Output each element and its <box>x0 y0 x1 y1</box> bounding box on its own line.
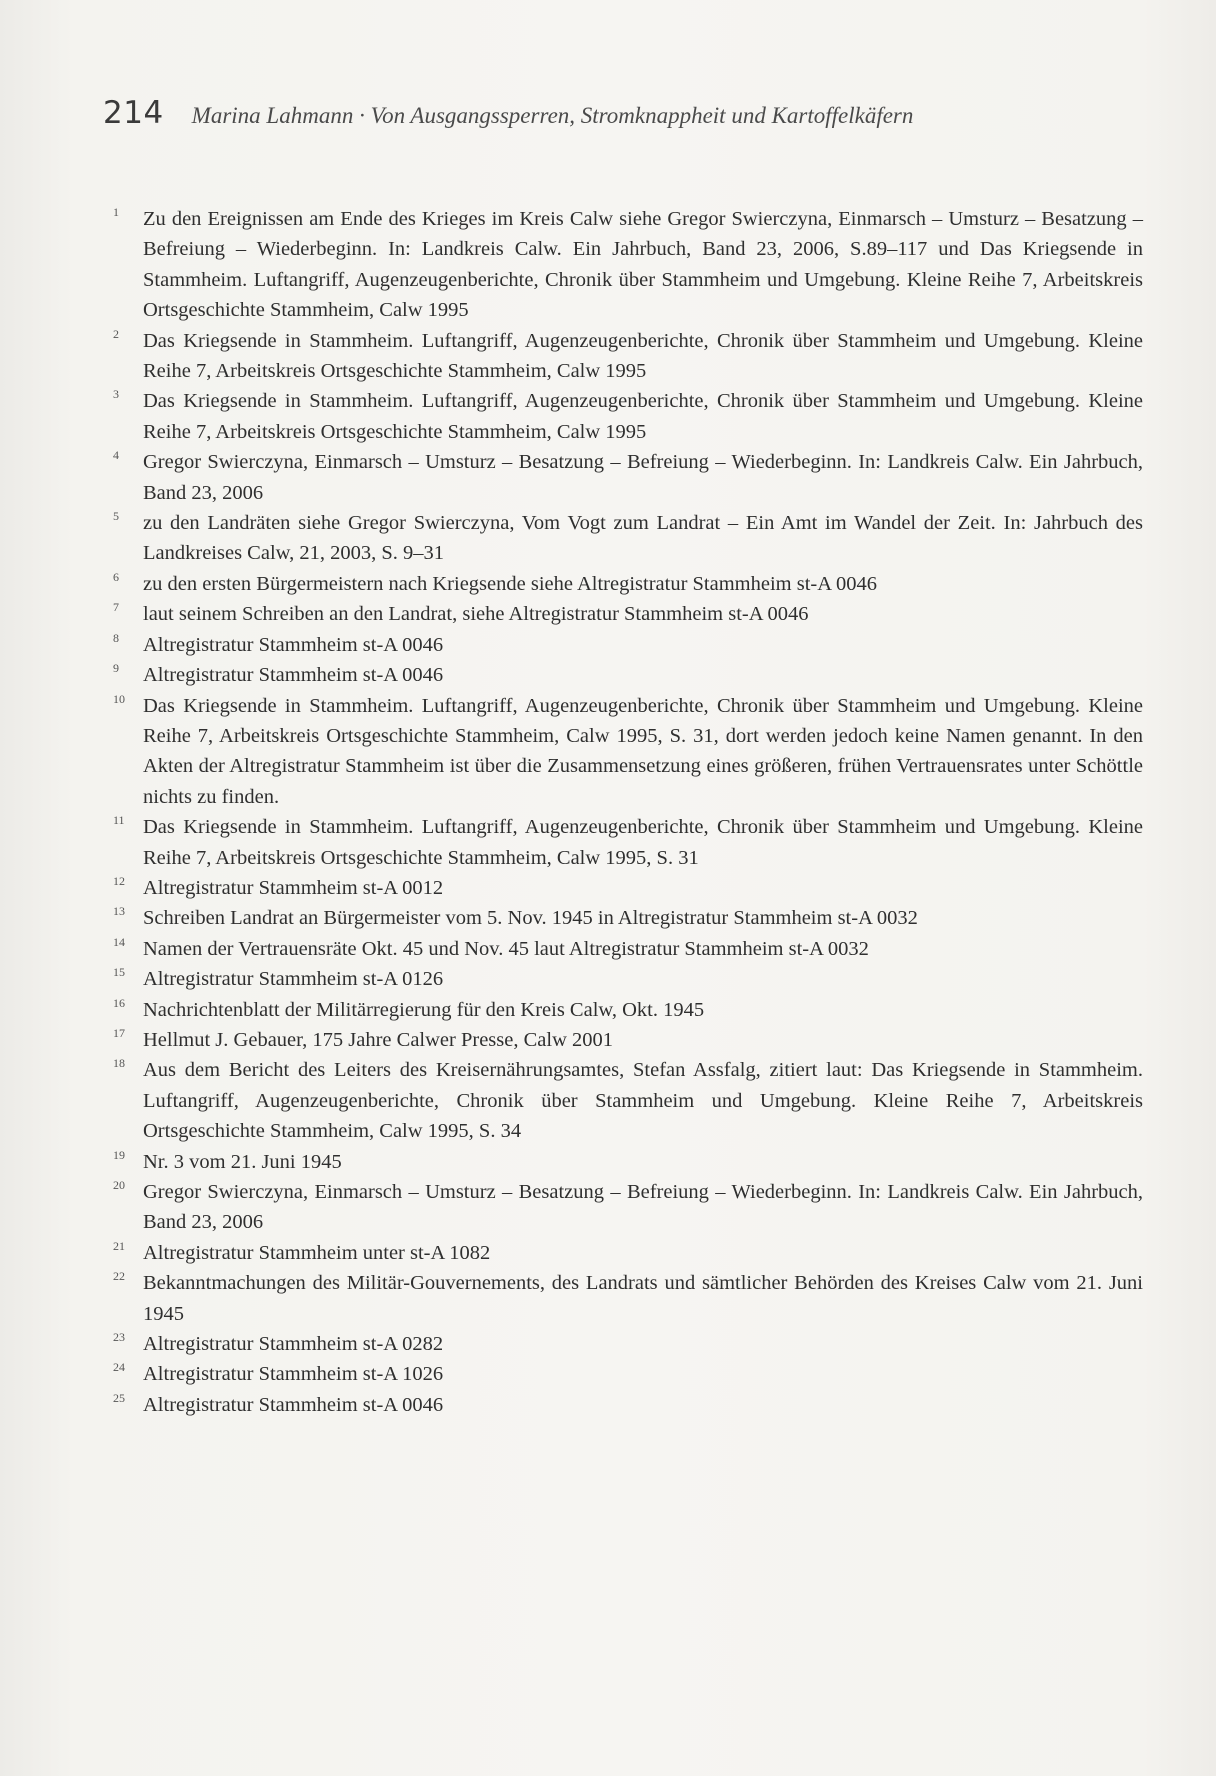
footnote-number: 14 <box>113 934 125 949</box>
footnote-text: Aus dem Bericht des Leiters des Kreisernährungsamtes, Stefan Assfalg, zitiert laut: Das Kriegsende in Stammheim. Luftangriff, Augenzeugenberichte, Chronik über Stammheim und Umgebung. Kleine Reihe 7, Arbeitskreis Ortsgeschichte Stammheim, Calw 1995, S. 34 <box>143 1059 1143 1143</box>
footnotes-list <box>113 204 1143 1420</box>
footnote-number: 13 <box>113 904 125 919</box>
footnote <box>113 1238 1143 1268</box>
footnote <box>113 995 1143 1025</box>
footnote-text: Gregor Swierczyna, Einmarsch – Umsturz – Besatzung – Befreiung – Wiederbeginn. In: Landkreis Calw. Ein Jahrbuch, Band 23, 2006 <box>143 451 1143 504</box>
footnote-number: 7 <box>113 600 119 615</box>
footnote <box>113 934 1143 964</box>
footnote-text: Altregistratur Stammheim st-A 0046 <box>143 1393 444 1416</box>
footnote-number: 10 <box>113 691 125 706</box>
footnote-text: Altregistratur Stammheim st-A 0126 <box>143 968 444 991</box>
footnote-text: laut seinem Schreiben an den Landrat, siehe Altregistratur Stammheim st-A 0046 <box>143 603 809 626</box>
footnote-text: Das Kriegsende in Stammheim. Luftangriff, Augenzeugenberichte, Chronik über Stammheim und Umgebung. Kleine Reihe 7, Arbeitskreis Ortsgeschichte Stammheim, Calw 1995, S. 31, dort werden jedoch keine Namen genannt. In den Akten der Altregistratur Stammheim ist über die Zusammensetzung eines größeren, frühen Vertrauensrates unter Schöttle nichts zu finden. <box>143 694 1143 808</box>
footnote-number: 3 <box>113 387 119 402</box>
footnote <box>113 1055 1143 1146</box>
running-title: Marina Lahmann · Von Ausgangssperren, Stromknappheit und Kartoffelkäfern <box>191 103 914 128</box>
footnote-number: 6 <box>113 569 119 584</box>
footnote-number: 24 <box>113 1360 125 1375</box>
footnote-number: 9 <box>113 661 119 676</box>
footnote <box>113 691 1143 813</box>
footnote-number: 16 <box>113 995 125 1010</box>
footnote <box>113 873 1143 903</box>
footnote-text: Hellmut J. Gebauer, 175 Jahre Calwer Presse, Calw 2001 <box>143 1028 613 1051</box>
footnote-text: Das Kriegsende in Stammheim. Luftangriff, Augenzeugenberichte, Chronik über Stammheim und Umgebung. Kleine Reihe 7, Arbeitskreis Ortsgeschichte Stammheim, Calw 1995 <box>143 390 1143 443</box>
footnote-text: Schreiben Landrat an Bürgermeister vom 5. Nov. 1945 in Altregistratur Stammheim st-A 0032 <box>143 907 918 930</box>
footnote-text: Nr. 3 vom 21. Juni 1945 <box>143 1150 342 1173</box>
footnote-number: 15 <box>113 965 125 980</box>
footnote-number: 5 <box>113 509 119 524</box>
footnote-number: 25 <box>113 1390 125 1405</box>
footnote <box>113 326 1143 387</box>
footnote <box>113 508 1143 569</box>
footnote <box>113 569 1143 599</box>
footnote-number: 23 <box>113 1330 125 1345</box>
footnote-number: 8 <box>113 630 119 645</box>
footnote-text: Nachrichtenblatt der Militärregierung für den Kreis Calw, Okt. 1945 <box>143 998 705 1021</box>
footnote-text: Das Kriegsende in Stammheim. Luftangriff, Augenzeugenberichte, Chronik über Stammheim und Umgebung. Kleine Reihe 7, Arbeitskreis Ortsgeschichte Stammheim, Calw 1995 <box>143 329 1143 383</box>
footnote-text: Altregistratur Stammheim st-A 0012 <box>143 876 444 899</box>
footnote <box>113 599 1143 629</box>
footnote-text: zu den ersten Bürgermeistern nach Kriegsende siehe Altregistratur Stammheim st-A 0046 <box>143 572 878 595</box>
footnote-number: 1 <box>113 205 119 219</box>
footnote-text: Gregor Swierczyna, Einmarsch – Umsturz – Besatzung – Befreiung – Wiederbeginn. In: Landkreis Calw. Ein Jahrbuch, Band 23, 2006 <box>143 1181 1143 1234</box>
footnote <box>113 660 1143 690</box>
footnote <box>113 447 1143 508</box>
footnote-text: Altregistratur Stammheim unter st-A 1082 <box>143 1241 491 1264</box>
footnote-text: Altregistratur Stammheim st-A 0046 <box>143 664 444 687</box>
footnote-number: 2 <box>113 326 119 341</box>
footnote-text: Das Kriegsende in Stammheim. Luftangriff, Augenzeugenberichte, Chronik über Stammheim und Umgebung. Kleine Reihe 7, Arbeitskreis Ortsgeschichte Stammheim, Calw 1995, S. 31 <box>143 816 1143 869</box>
footnote <box>113 204 1143 326</box>
footnote-text: Zu den Ereignissen am Ende des Krieges im Kreis Calw siehe Gregor Swierczyna, Einmarsch – Umsturz – Besatzung – Befreiung – Wiederbeginn. In: Landkreis Calw. Ein Jahrbuch, Band 23, 2006, S.89–117 und Das Kriegsende in Stammheim. Luftangriff, Augenzeugenberichte, Chronik über Stammheim und Umgebung. Kleine Reihe 7, Arbeitskreis Ortsgeschichte Stammheim, Calw 1995 <box>143 208 1143 322</box>
footnote-text: Bekanntmachungen des Militär-Gouvernements, des Landrats und sämtlicher Behörden des Kreises Calw vom 21. Juni 1945 <box>143 1272 1143 1325</box>
footnote-number: 18 <box>113 1056 125 1071</box>
footnote-number: 19 <box>113 1147 125 1162</box>
footnote <box>113 386 1143 447</box>
footnote <box>113 1147 1143 1177</box>
footnote <box>113 903 1143 933</box>
page-number: 214 <box>103 95 164 131</box>
footnote <box>113 1268 1143 1329</box>
footnote-number: 4 <box>113 448 119 463</box>
footnote-text: Altregistratur Stammheim st-A 0046 <box>143 633 444 656</box>
footnote-text: Altregistratur Stammheim st-A 1026 <box>143 1363 444 1386</box>
page-header <box>103 95 913 131</box>
footnote <box>113 1177 1143 1238</box>
footnote <box>113 630 1143 660</box>
footnote-number: 20 <box>113 1178 125 1192</box>
footnote-number: 21 <box>113 1238 125 1253</box>
footnote-number: 22 <box>113 1269 125 1284</box>
footnote-number: 12 <box>113 873 125 888</box>
footnote <box>113 1329 1143 1359</box>
footnote <box>113 1359 1143 1389</box>
footnote <box>113 812 1143 873</box>
footnote-number: 17 <box>113 1025 125 1040</box>
footnote <box>113 964 1143 994</box>
footnote-number: 11 <box>113 813 125 828</box>
footnote <box>113 1390 1143 1420</box>
footnote-text: Namen der Vertrauensräte Okt. 45 und Nov. 45 laut Altregistratur Stammheim st-A 0032 <box>143 937 869 960</box>
footnote-text: Altregistratur Stammheim st-A 0282 <box>143 1333 444 1356</box>
footnote <box>113 1025 1143 1055</box>
footnote-text: zu den Landräten siehe Gregor Swierczyna, Vom Vogt zum Landrat – Ein Amt im Wandel der Zeit. In: Jahrbuch des Landkreises Calw, 21, 2003, S. 9–31 <box>143 512 1143 565</box>
